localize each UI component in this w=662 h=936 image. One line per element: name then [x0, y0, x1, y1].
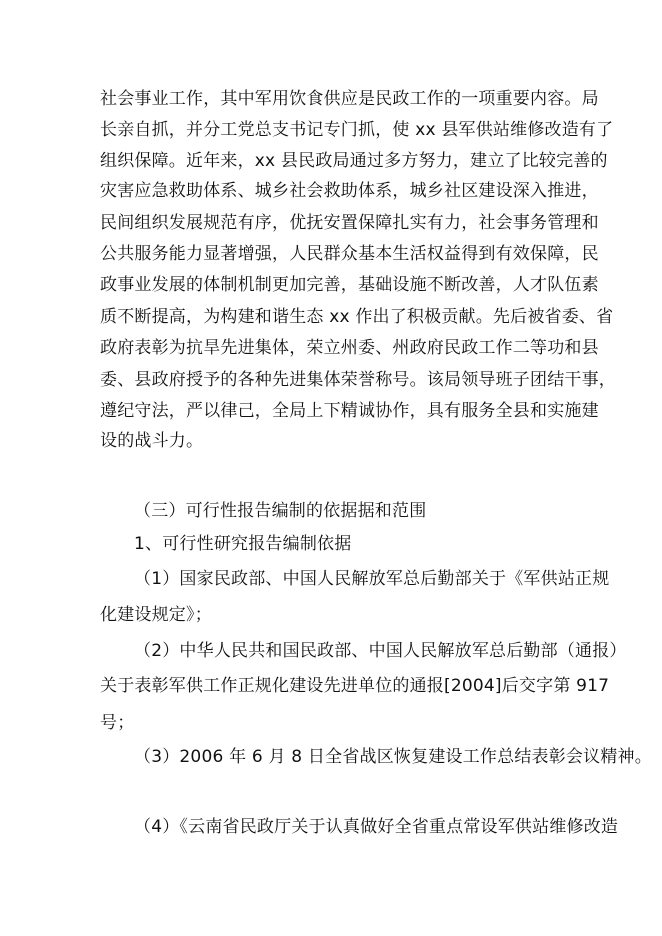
- paragraph-line-9: 政府表彰为抗旱先进集体，荣立州委、州政府民政工作二等功和县: [100, 338, 599, 358]
- paragraph-line-12: 设的战斗力。: [100, 431, 204, 451]
- paragraph-line-6: 公共服务能力显著增强，人民群众基本生活权益得到有效保障，民: [100, 244, 599, 264]
- paragraph-line-3: 组织保障。近年来，xx 县民政局通过多方努力，建立了比较完善的: [100, 151, 608, 171]
- basis-item-2-line-2: 关于表彰军供工作正规化建设先进单位的通报[2004]后交字第 917: [100, 676, 610, 696]
- section-heading: （三）可行性报告编制的依据据和范围: [134, 501, 427, 521]
- paragraph-line-2: 长亲自抓，并分工党总支书记专门抓，使 xx 县军供站维修改造有了: [100, 120, 614, 140]
- basis-item-1-line-1: （1）国家民政部、中国人民解放军总后勤部关于《军供站正规: [134, 569, 610, 589]
- basis-item-1-line-2: 化建设规定》；: [100, 605, 212, 625]
- basis-item-4-line-1: （4）《云南省民政厅关于认真做好全省重点常设军供站维修改造: [134, 817, 619, 837]
- paragraph-line-10: 委、县政府授予的各种先进集体荣誉称号。该局领导班子团结干事，: [100, 370, 616, 390]
- basis-item-3: （3）2006 年 6 月 8 日全省战区恢复建设工作总结表彰会议精神。: [134, 747, 652, 767]
- basis-item-2-line-3: 号；: [100, 713, 135, 733]
- paragraph-line-4: 灾害应急救助体系、城乡社会救助体系，城乡社区建设深入推进，: [100, 181, 599, 201]
- paragraph-line-11: 遵纪守法，严以律己，全局上下精诚协作，具有服务全县和实施建: [100, 401, 599, 421]
- paragraph-line-7: 政事业发展的体制机制更加完善，基础设施不断改善，人才队伍素: [100, 275, 599, 295]
- paragraph-line-1: 社会事业工作，其中军用饮食供应是民政工作的一项重要内容。局: [100, 89, 599, 109]
- basis-item-2-line-1: （2）中华人民共和国民政部、中国人民解放军总后勤部（通报）: [134, 641, 627, 661]
- paragraph-line-8: 质不断提高，为构建和谐生态 xx 作出了积极贡献。先后被省委、省: [100, 307, 614, 327]
- paragraph-line-5: 民间组织发展规范有序，优抚安置保障扎实有力，社会事务管理和: [100, 213, 599, 233]
- subsection-heading: 1、可行性研究报告编制依据: [134, 534, 352, 554]
